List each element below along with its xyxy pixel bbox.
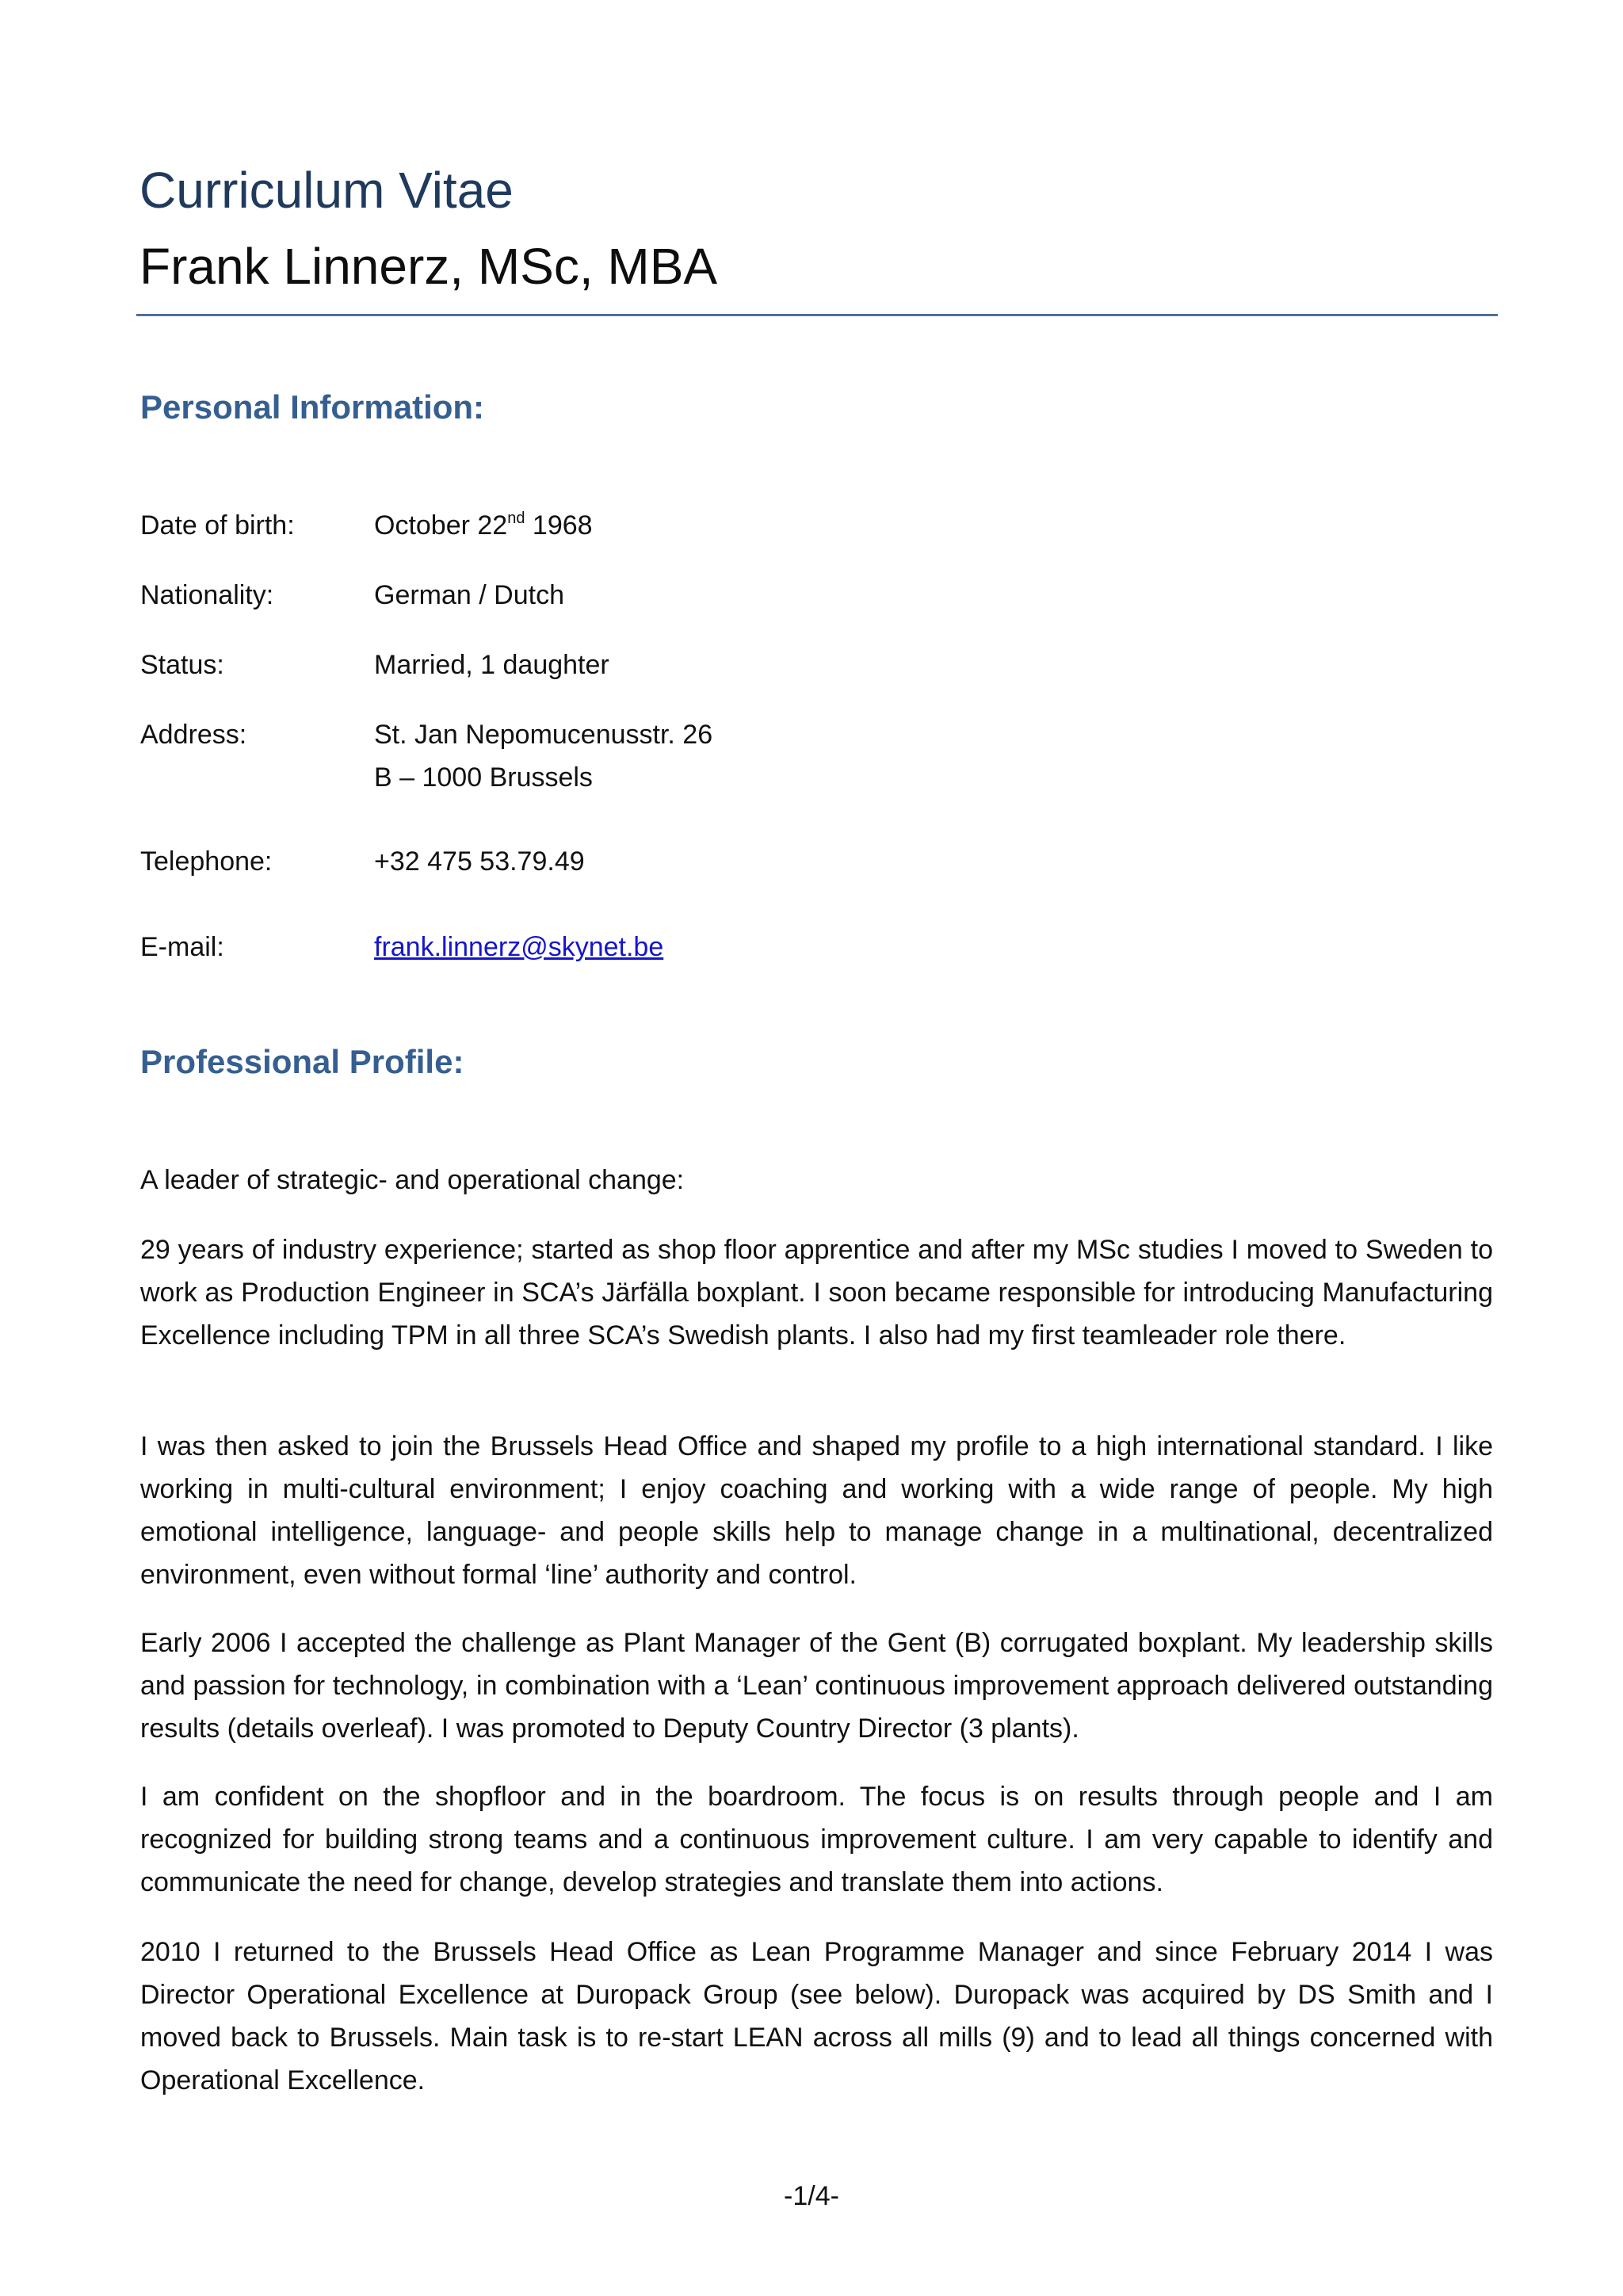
telephone-label: Telephone: (140, 846, 273, 877)
nationality-label: Nationality: (140, 580, 274, 610)
page-number: -1/4- (784, 2181, 839, 2211)
personal-information-heading: Personal Information: (140, 388, 485, 426)
address-line-1: St. Jan Nepomucenusstr. 26 (374, 720, 713, 750)
profile-paragraph-5: 2010 I returned to the Brussels Head Office as Lean Programme Manager and since February 2014 I was Director Operational Excellence at Duropack Group (see below). Duropack was acquired by DS Smith and I moved back to Brussels. Main task is to re-start LEAN across all mills (9) and to lead all things concerned with Operational Excellence. (140, 1937, 1493, 2095)
nationality-value: German / Dutch (374, 580, 564, 610)
email-label: E-mail: (140, 932, 224, 962)
status-value: Married, 1 daughter (374, 650, 609, 680)
email-link[interactable]: frank.linnerz@skynet.be (374, 932, 664, 962)
dob-label: Date of birth: (140, 510, 295, 541)
profile-paragraph-1: 29 years of industry experience; started as shop floor apprentice and after my MSc studies I moved to Sweden to work as Production Engineer in SCA’s Järfälla boxplant. I soon became responsible for introducing Manufacturing Excellence including TPM in all three SCA’s Swedish plants. I also had my first teamleader role there. (140, 1235, 1493, 1350)
email-value (374, 926, 663, 968)
profile-paragraph-4: I am confident on the shopfloor and in the boardroom. The focus is on results through people and I am recognized for building strong teams and a continuous improvement culture. I am very capable to identify and communicate the need for change, develop strategies and translate them into actions. (140, 1782, 1493, 1897)
address-line-2: B – 1000 Brussels (374, 762, 593, 793)
dob-value (374, 504, 593, 547)
status-label: Status: (140, 650, 224, 680)
dob-ordinal: nd (507, 510, 525, 527)
document-title: Curriculum Vitae (139, 162, 514, 219)
profile-paragraph-2: I was then asked to join the Brussels Head Office and shaped my profile to a high international standard. I like working in multi-cultural environment; I enjoy coaching and working with a wide range of people. My high emotional intelligence, language- and people skills help to manage change in a multinational, decentralized environment, even without formal ‘line’ authority and control. (140, 1431, 1493, 1590)
profile-intro: A leader of strategic- and operational change: (140, 1165, 685, 1195)
dob-day: October 22 (374, 510, 508, 541)
dob-year: 1968 (525, 510, 593, 541)
address-label: Address: (140, 720, 247, 750)
title-divider (136, 314, 1498, 316)
professional-profile-heading: Professional Profile: (140, 1043, 464, 1080)
person-name: Frank Linnerz, MSc, MBA (139, 238, 718, 295)
telephone-value: +32 475 53.79.49 (374, 846, 585, 877)
profile-paragraph-3: Early 2006 I accepted the challenge as Plant Manager of the Gent (B) corrugated boxplant. My leadership skills and passion for technology, in combination with a ‘Lean’ continuous improvement approach delivered outstanding results (details overleaf). I was promoted to Deputy Country Director (3 plants). (140, 1628, 1493, 1744)
